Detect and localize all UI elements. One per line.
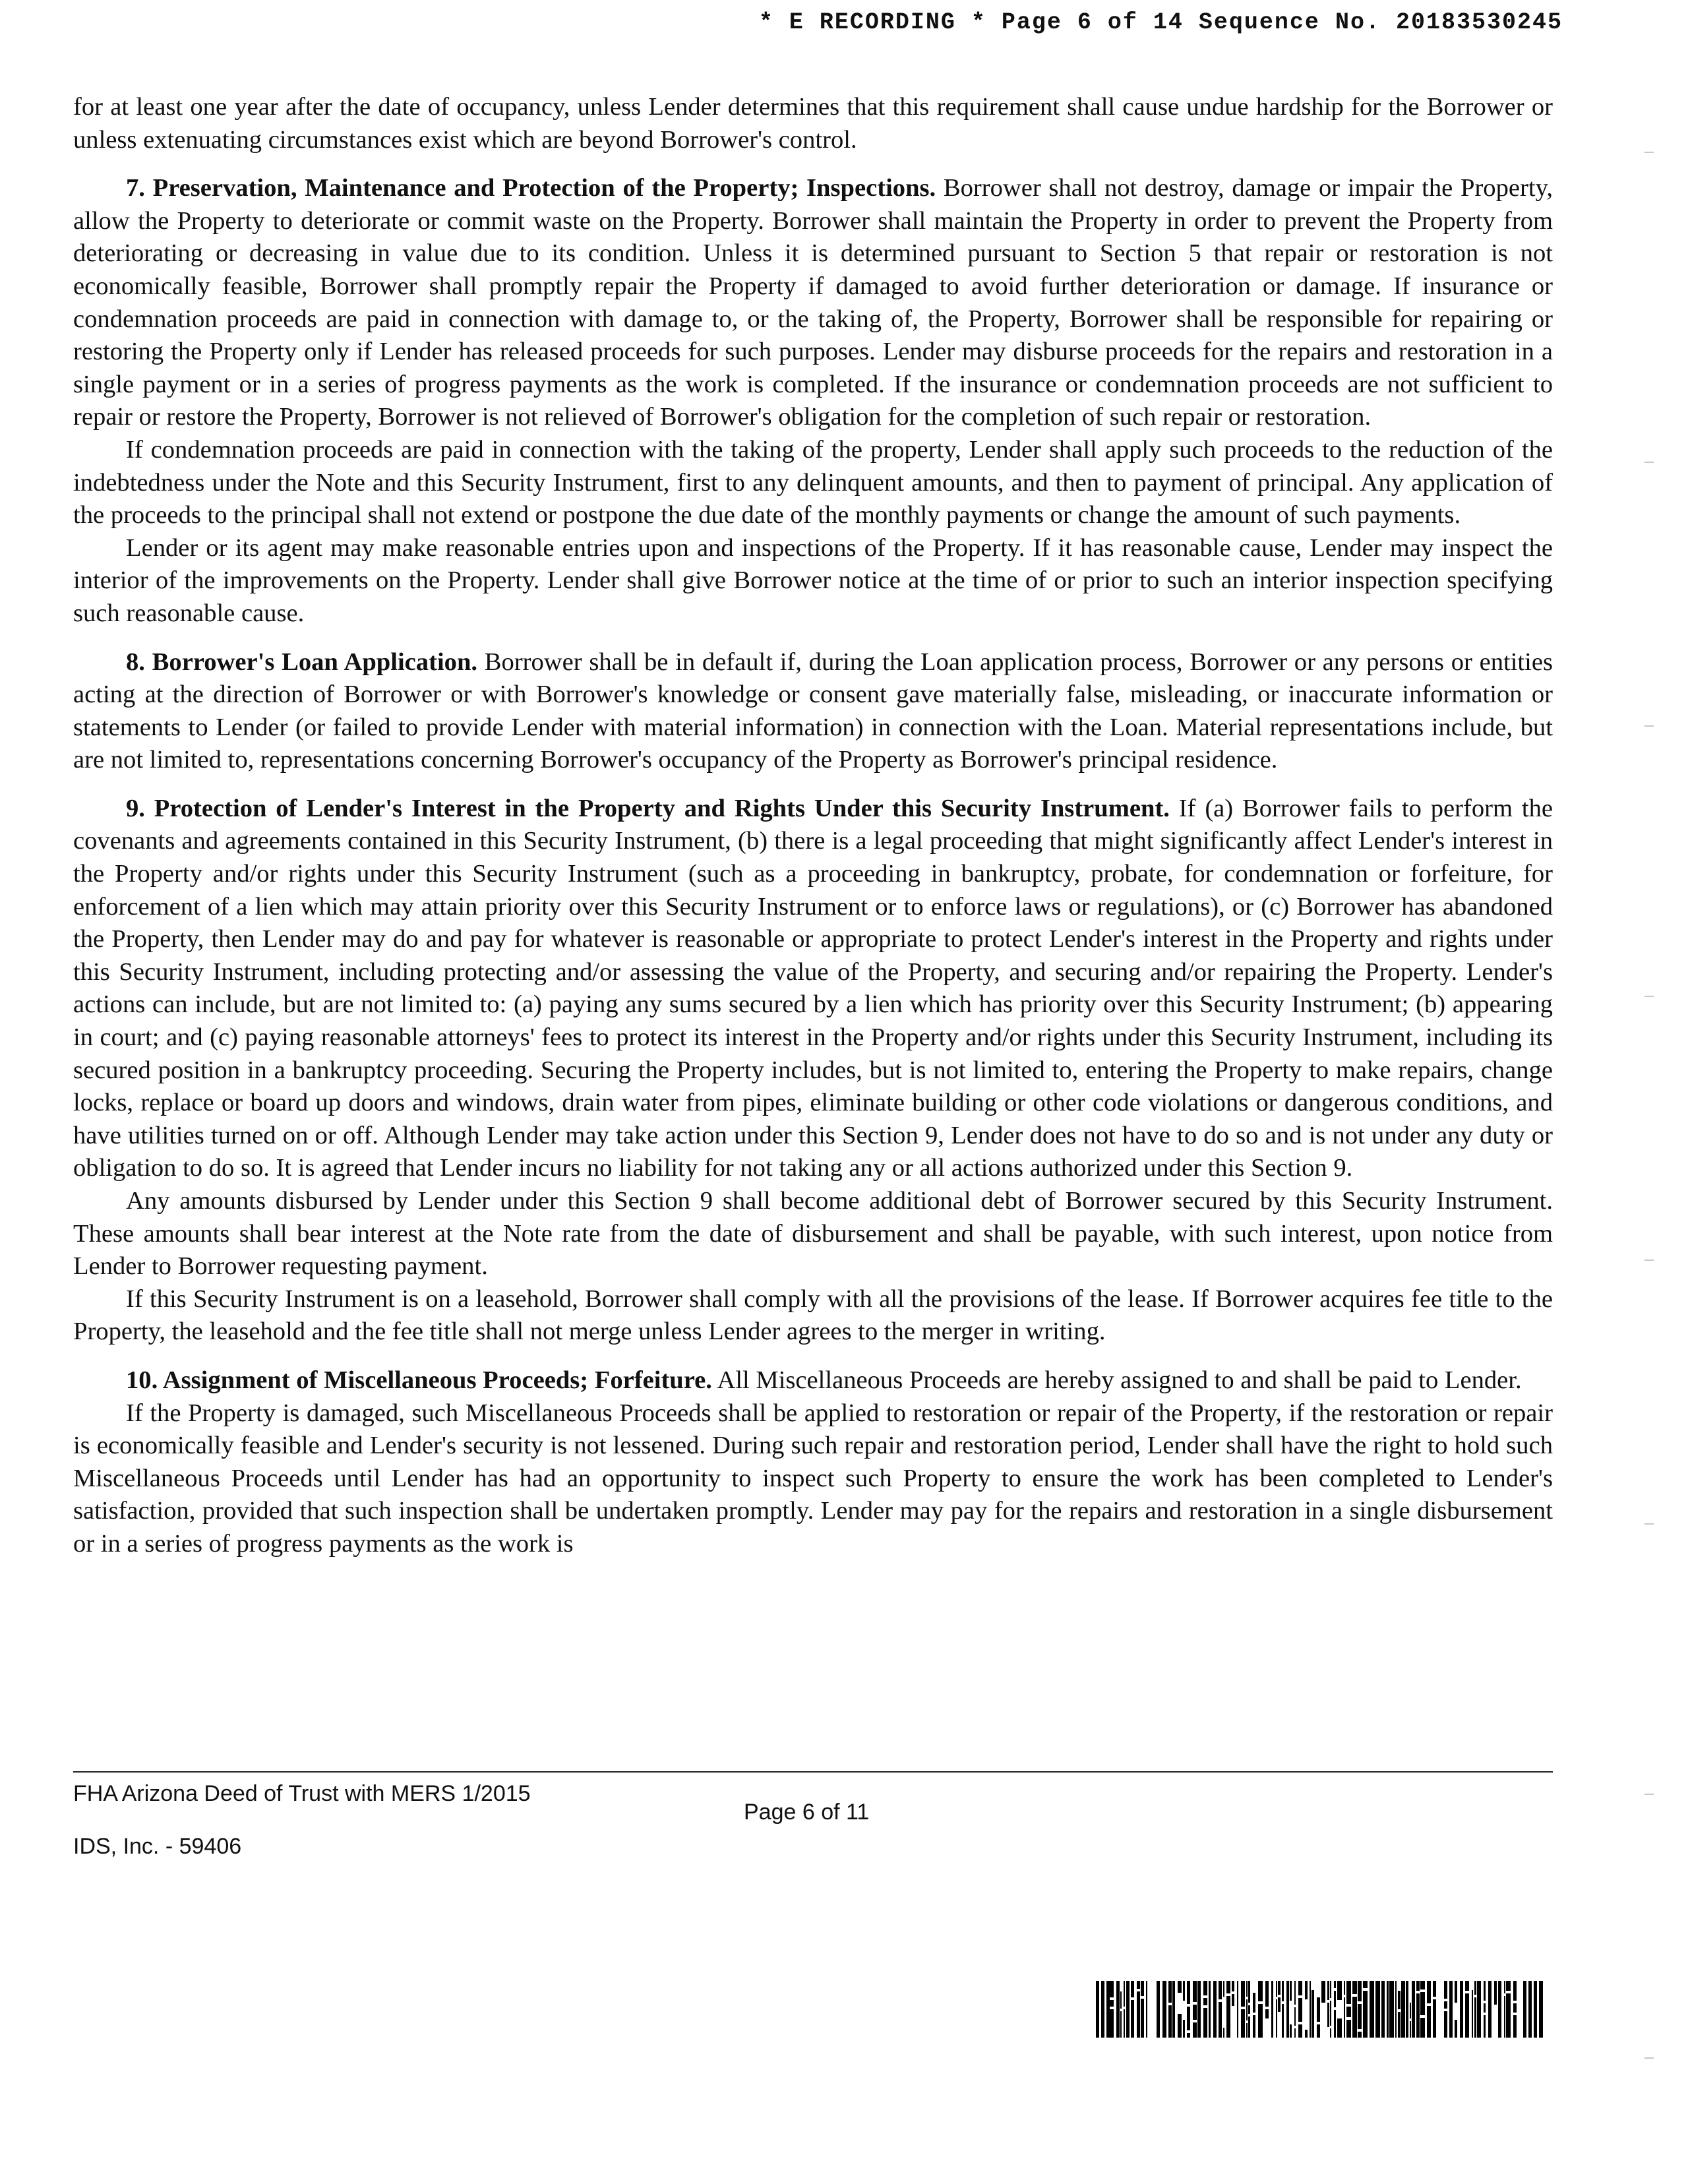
footer-form-name: FHA Arizona Deed of Trust with MERS 1/2015 <box>73 1781 531 1806</box>
footer-divider <box>73 1771 1553 1773</box>
section-7-paragraph-2: If condemnation proceeds are paid in connection with the taking of the property, Lender shall apply such proceeds to the reduction of the indebtedness under the Note and this Security Instrument, first to any delinquent amounts, and then to payment of principal. Any application of the proceeds to the principal shall not extend or postpone the due date of the monthly payments or change the amount of such payments. <box>73 435 1553 530</box>
footer-vendor: IDS, Inc. - 59406 <box>73 1834 242 1859</box>
footer-page-number: Page 6 of 11 <box>744 1800 870 1825</box>
section-7-text: Borrower shall not destroy, damage or impair the Property, allow the Property to deteriorate or commit waste on the Property. Borrower shall maintain the Property in order to prevent the Property from deteriorating or decreasing in value due to its condition. Unless it is determined pursuant to Section 5 that repair or restoration is not economically feasible, Borrower shall promptly repair the Property if damaged to avoid further deterioration or damage. If insurance or condemnation proceeds are paid in connection with damage to, or the taking of, the Property, Borrower shall be responsible for repairing or restoring the Property only if Lender has released proceeds for such purposes. Lender may disburse proceeds for the repairs and restoration in a single payment or in a series of progress payments as the work is completed. If the insurance or condemnation proceeds are not sufficient to repair or restore the Property, Borrower is not relieved of Borrower's obligation for the completion of such repair or restoration. <box>73 174 1553 431</box>
section-8 <box>73 646 1553 777</box>
section-7-paragraph-3: Lender or its agent may make reasonable entries upon and inspections of the Property. If it has reasonable cause, Lender may inspect the interior of the improvements on the Property. Lender shall give Borrower notice at the time of or prior to such an interior inspection specifying such reasonable cause. <box>73 533 1553 627</box>
barcode-bars <box>1096 1981 1543 2038</box>
section-9-paragraph-2: Any amounts disbursed by Lender under this Section 9 shall become additional debt of Borrower secured by this Security Instrument. These amounts shall bear interest at the Note rate from the date of disbursement and shall be payable, with such interest, upon notice from Lender to Borrower requesting payment. <box>73 1187 1553 1281</box>
section-10-paragraph-2: If the Property is damaged, such Miscellaneous Proceeds shall be applied to restoration or repair of the Property, if the restoration or repair is economically feasible and Lender's security is not lessened. During such repair and restoration period, Lender shall have the right to hold such Miscellaneous Proceeds until Lender has had an opportunity to inspect such Property to ensure the work has been completed to Lender's satisfaction, provided that such inspection shall be undertaken promptly. Lender may pay for the repairs and restoration in a single disbursement or in a series of progress payments as the work is <box>73 1399 1553 1558</box>
document-body <box>73 91 1553 1561</box>
section-9-text: If (a) Borrower fails to perform the covenants and agreements contained in this Security Instrument, (b) there is a legal proceeding that might significantly affect Lender's interest in the Property and/or rights under this Security Instrument (such as a proceeding in bankruptcy, probate, for condemnation or forfeiture, for enforcement of a lien which may attain priority over this Security Instrument or to enforce laws or regulations), or (c) Borrower has abandoned the Property, then Lender may do and pay for whatever is reasonable or appropriate to protect Lender's interest in the Property and rights under this Security Instrument, including protecting and/or assessing the value of the Property, and securing and/or repairing the Property. Lender's actions can include, but are not limited to: (a) paying any sums secured by a lien which has priority over this Security Instrument; (b) appearing in court; and (c) paying reasonable attorneys' fees to protect its interest in the Property and/or rights under this Security Instrument, including its secured position in a bankruptcy proceeding. Securing the Property includes, but is not limited to, entering the Property to make repairs, change locks, replace or board up doors and windows, drain water from pipes, eliminate building or other code violations or dangerous conditions, and have utilities turned on or off. Although Lender may take action under this Section 9, Lender does not have to do so and is not under any duty or obligation to do so. It is agreed that Lender incurs no liability for not taking any or all actions authorized under this Section 9. <box>73 794 1553 1182</box>
margin-mark <box>1644 1523 1654 1525</box>
section-10-heading: 10. Assignment of Miscellaneous Proceeds; Forfeiture. <box>126 1366 712 1394</box>
section-7-heading: 7. Preservation, Maintenance and Protection of the Property; Inspections. <box>126 174 936 202</box>
margin-mark <box>1644 1794 1654 1795</box>
barcode-image <box>1096 1981 1551 2038</box>
section-7 <box>73 172 1553 434</box>
margin-mark <box>1644 1259 1654 1261</box>
section-10 <box>73 1364 1553 1397</box>
margin-mark <box>1644 725 1654 727</box>
continuation-paragraph: for at least one year after the date of occupancy, unless Lender determines that this requirement shall cause undue hardship for the Borrower or unless extenuating circumstances exist which are beyond Borrower's control. <box>73 93 1553 154</box>
section-9 <box>73 793 1553 1185</box>
section-9-paragraph-3: If this Security Instrument is on a leasehold, Borrower shall comply with all the provisions of the lease. If Borrower acquires fee title to the Property, the leasehold and the fee title shall not merge unless Lender agrees to the merger in writing. <box>73 1285 1553 1346</box>
section-9-heading: 9. Protection of Lender's Interest in the Property and Rights Under this Security Instrument. <box>126 794 1170 822</box>
section-10-text: All Miscellaneous Proceeds are hereby assigned to and shall be paid to Lender. <box>711 1366 1522 1394</box>
margin-mark <box>1644 2057 1654 2059</box>
margin-mark <box>1644 462 1654 463</box>
margin-mark <box>1644 152 1654 153</box>
margin-mark <box>1644 996 1654 997</box>
section-8-heading: 8. Borrower's Loan Application. <box>126 648 478 676</box>
recording-stamp: * E RECORDING * Page 6 of 14 Sequence No. 20183530245 <box>758 9 1563 36</box>
section-8-text: Borrower shall be in default if, during the Loan application process, Borrower or any persons or entities acting at the direction of Borrower or with Borrower's knowledge or consent gave materially false, misleading, or inaccurate information or statements to Lender (or failed to provide Lender with material information) in connection with the Loan. Material representations include, but are not limited to, representations concerning Borrower's occupancy of the Property as Borrower's principal residence. <box>73 648 1553 774</box>
